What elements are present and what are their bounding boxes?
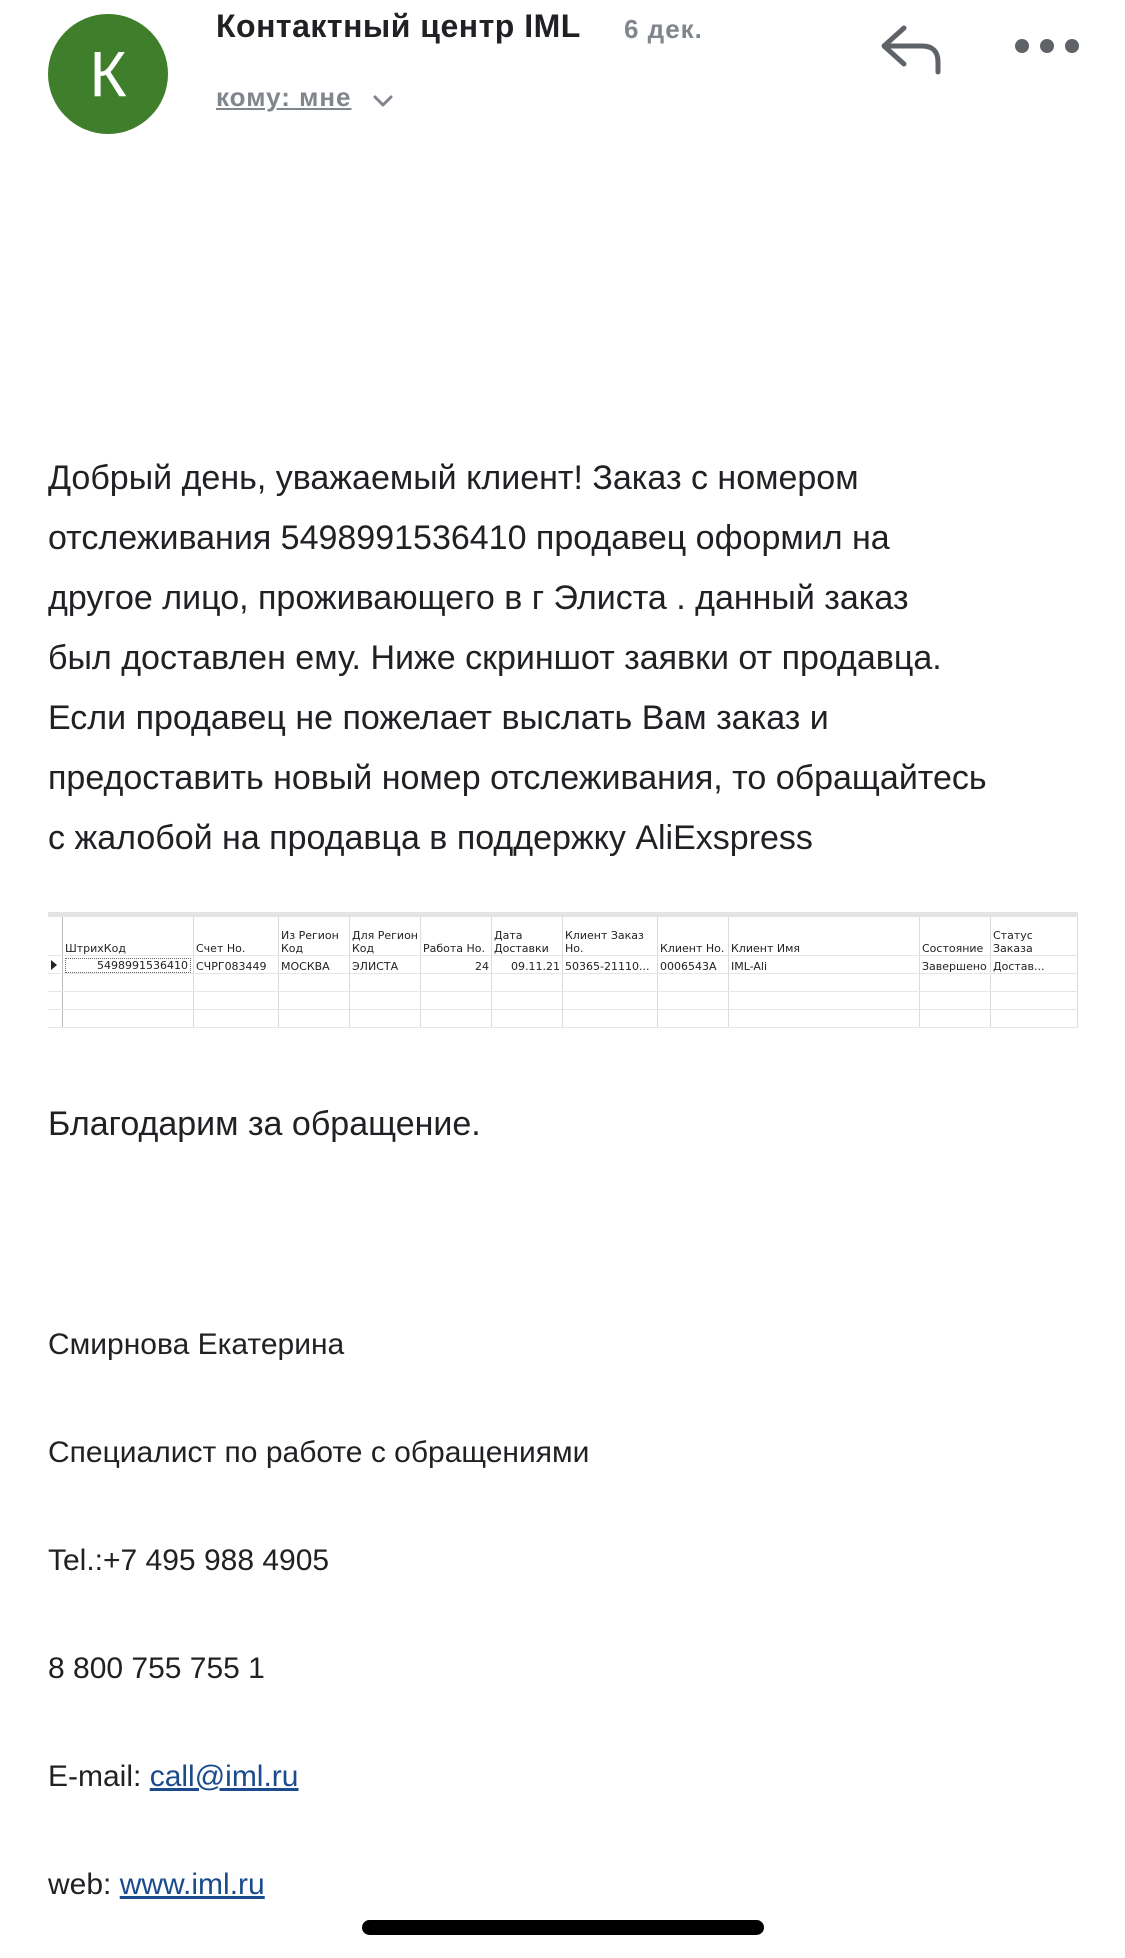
table-row-empty	[48, 1010, 1078, 1028]
reply-icon[interactable]	[876, 22, 946, 78]
current-row-arrow-icon	[51, 960, 57, 970]
table-cell: 50365-21110...	[563, 956, 658, 974]
table-cell: 0006543A	[658, 956, 729, 974]
avatar-letter: К	[89, 38, 127, 110]
body-line: Если продавец не пожелает выслать Вам заказ и	[48, 699, 829, 737]
embedded-screenshot-table	[48, 912, 1078, 1039]
table-header: Состояние	[920, 917, 991, 956]
body-line: с жалобой на продавца в поддержку AliExspress	[48, 819, 813, 857]
home-indicator[interactable]	[362, 1920, 764, 1935]
signature-name: Смирнова Екатерина	[48, 1328, 345, 1361]
email-label: E-mail:	[48, 1760, 150, 1793]
signature-phone: Tel.:+7 495 988 4905	[48, 1544, 330, 1577]
row-selector-header	[48, 917, 63, 956]
message-date: 6 дек.	[624, 14, 703, 44]
row-selector	[48, 956, 63, 974]
web-label: web:	[48, 1868, 120, 1901]
table-header: Клиент Имя	[729, 917, 920, 956]
table-row-empty	[48, 992, 1078, 1010]
table-cell: IML-Ali	[729, 956, 920, 974]
table-cell: СЧРГ083449	[194, 956, 279, 974]
table-cell: 09.11.21	[492, 956, 563, 974]
signature-position: Специалист по работе с обращениями	[48, 1436, 590, 1469]
email-link[interactable]: call@iml.ru	[149, 1760, 299, 1793]
body-line: предоставить новый номер отслеживания, то обращайтесь	[48, 759, 987, 797]
body-line: Добрый день, уважаемый клиент! Заказ с номером	[48, 459, 859, 497]
sender-avatar[interactable]	[48, 14, 168, 134]
table-header: ШтрихКод	[63, 917, 194, 956]
table-header: Счет Но.	[194, 917, 279, 956]
thanks-text: Благодарим за обращение.	[48, 1105, 481, 1143]
body-line: другое лицо, проживающего в г Элиста . данный заказ	[48, 579, 909, 617]
table-header: Работа Но.	[421, 917, 492, 956]
table-header: Дата Доставки	[492, 917, 563, 956]
table-header: Из Регион Код	[279, 917, 350, 956]
more-horizontal-icon[interactable]	[1012, 34, 1082, 58]
table-header: Статус Заказа	[991, 917, 1078, 956]
signature-email	[48, 1760, 299, 1794]
sender-name: Контактный центр IML	[216, 8, 581, 44]
message-body	[48, 448, 1098, 868]
table-cell: МОСКВА	[279, 956, 350, 974]
web-link[interactable]: www.iml.ru	[119, 1868, 265, 1901]
recipient-details-link[interactable]: кому: мне	[216, 82, 352, 112]
table-header: Для Регион Код	[350, 917, 421, 956]
table-row	[48, 956, 1078, 974]
table-cell: 5498991536410	[63, 956, 194, 974]
table-cell: Достав...	[991, 956, 1078, 974]
table-cell: ЭЛИСТА	[350, 956, 421, 974]
table-header: Клиент Заказ Но.	[563, 917, 658, 956]
table-row-empty	[48, 974, 1078, 992]
table-cell: 24	[421, 956, 492, 974]
table-cell: Завершено	[920, 956, 991, 974]
body-line: был доставлен ему. Ниже скриншот заявки от продавца.	[48, 639, 942, 677]
table-header: Клиент Но.	[658, 917, 729, 956]
signature-phone-2: 8 800 755 755 1	[48, 1652, 265, 1685]
signature-web	[48, 1868, 265, 1902]
chevron-down-icon[interactable]	[372, 94, 394, 108]
body-line: отслеживания 5498991536410 продавец оформил на	[48, 519, 890, 557]
